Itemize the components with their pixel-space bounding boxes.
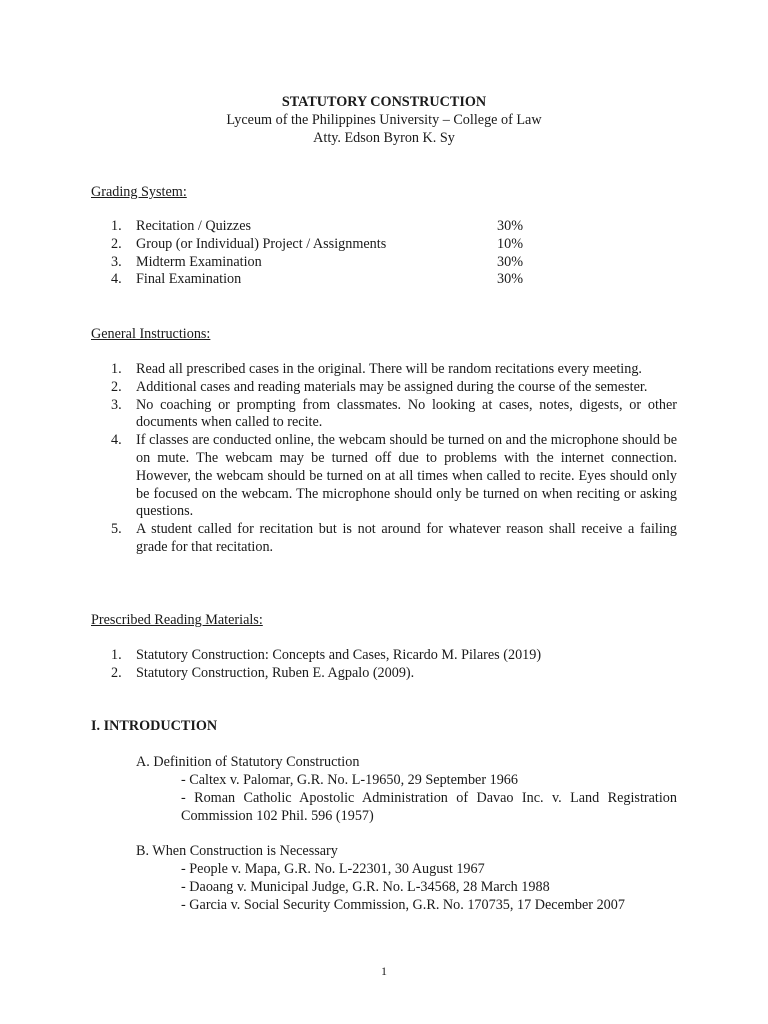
case-citation: - Roman Catholic Apostolic Administration of Davao Inc. v. Land Registration Commission 102 Phil. 596 (1957) bbox=[181, 790, 677, 824]
subsection-title: A. Definition of Statutory Construction bbox=[136, 754, 360, 770]
grading-item-number: 4. bbox=[111, 271, 122, 288]
general-instructions-label: General Instructions: bbox=[91, 326, 211, 342]
reading-item-text: Statutory Construction, Ruben E. Agpalo (2009). bbox=[136, 664, 415, 681]
instruction-item-text: A student called for recitation but is not around for whatever reason shall receive a failing grade for that recitation. bbox=[136, 521, 677, 555]
reading-item bbox=[111, 647, 677, 665]
instruction-item-number: 1. bbox=[111, 361, 122, 377]
case-citation: - Caltex v. Palomar, G.R. No. L-19650, 29 September 1966 bbox=[181, 772, 518, 788]
case-citation: - People v. Mapa, G.R. No. L-22301, 30 August 1967 bbox=[181, 861, 485, 877]
instruction-item-text: Additional cases and reading materials may be assigned during the course of the semester. bbox=[136, 378, 648, 395]
grading-item-number: 1. bbox=[111, 218, 122, 234]
subsection-definition bbox=[136, 753, 677, 825]
instruction-item-text: No coaching or prompting from classmates. No looking at cases, notes, digests, or other documents when called to recite. bbox=[136, 396, 677, 431]
grading-list bbox=[111, 218, 677, 289]
reading-item-number: 2. bbox=[111, 664, 122, 681]
instructor-name: Atty. Edson Byron K. Sy bbox=[313, 130, 455, 146]
reading-materials-label: Prescribed Reading Materials: bbox=[91, 612, 263, 628]
grading-item-percent: 30% bbox=[497, 253, 524, 270]
grading-item bbox=[111, 271, 677, 289]
document-header bbox=[0, 93, 768, 147]
instruction-item bbox=[111, 397, 677, 433]
subsection-when-necessary bbox=[136, 842, 677, 914]
reading-materials-list bbox=[111, 647, 677, 683]
document-title: STATUTORY CONSTRUCTION bbox=[281, 94, 487, 110]
instruction-item-number: 3. bbox=[111, 396, 122, 413]
instruction-item-text: If classes are conducted online, the webcam should be turned on and the microphone should be on mute. The webcam may be turned off due to problems with the internet connection. However, the webcam should be turned on at all times when called to recite. Eyes should only be focused on the webcam. The microphone should only be turned on when reciting or asking questions. bbox=[136, 432, 677, 520]
grading-item-percent: 30% bbox=[497, 218, 524, 234]
grading-item-text: Midterm Examination bbox=[136, 253, 262, 270]
grading-item bbox=[111, 218, 677, 236]
grading-system-label: Grading System: bbox=[91, 184, 187, 200]
instruction-item-number: 2. bbox=[111, 378, 122, 395]
grading-item-number: 2. bbox=[111, 235, 122, 252]
reading-item-number: 1. bbox=[111, 647, 122, 663]
school-name: Lyceum of the Philippines University – College of Law bbox=[226, 112, 542, 128]
instruction-item bbox=[111, 379, 677, 397]
case-citation: - Daoang v. Municipal Judge, G.R. No. L-34568, 28 March 1988 bbox=[181, 879, 550, 895]
grading-item-text: Final Examination bbox=[136, 271, 242, 288]
reading-item-text: Statutory Construction: Concepts and Cases, Ricardo M. Pilares (2019) bbox=[136, 647, 542, 663]
instruction-item-number: 5. bbox=[111, 521, 122, 538]
subsection-title: B. When Construction is Necessary bbox=[136, 843, 338, 859]
case-citation: - Garcia v. Social Security Commission, G.R. No. 170735, 17 December 2007 bbox=[181, 897, 625, 913]
instructions-list bbox=[111, 361, 677, 557]
grading-item bbox=[111, 236, 677, 254]
instruction-item bbox=[111, 432, 677, 521]
instruction-item bbox=[111, 521, 677, 557]
grading-item-number: 3. bbox=[111, 253, 122, 270]
introduction-heading: I. INTRODUCTION bbox=[91, 718, 218, 734]
grading-item-percent: 10% bbox=[497, 235, 524, 252]
instruction-item-number: 4. bbox=[111, 432, 122, 449]
grading-item bbox=[111, 254, 677, 272]
reading-item bbox=[111, 665, 677, 683]
page-number: 1 bbox=[381, 964, 387, 978]
grading-item-text: Group (or Individual) Project / Assignments bbox=[136, 235, 387, 252]
grading-item-text: Recitation / Quizzes bbox=[136, 218, 252, 234]
instruction-item-text: Read all prescribed cases in the original. There will be random recitations every meeting. bbox=[136, 361, 642, 377]
instruction-item bbox=[111, 361, 677, 379]
grading-item-percent: 30% bbox=[497, 271, 524, 288]
